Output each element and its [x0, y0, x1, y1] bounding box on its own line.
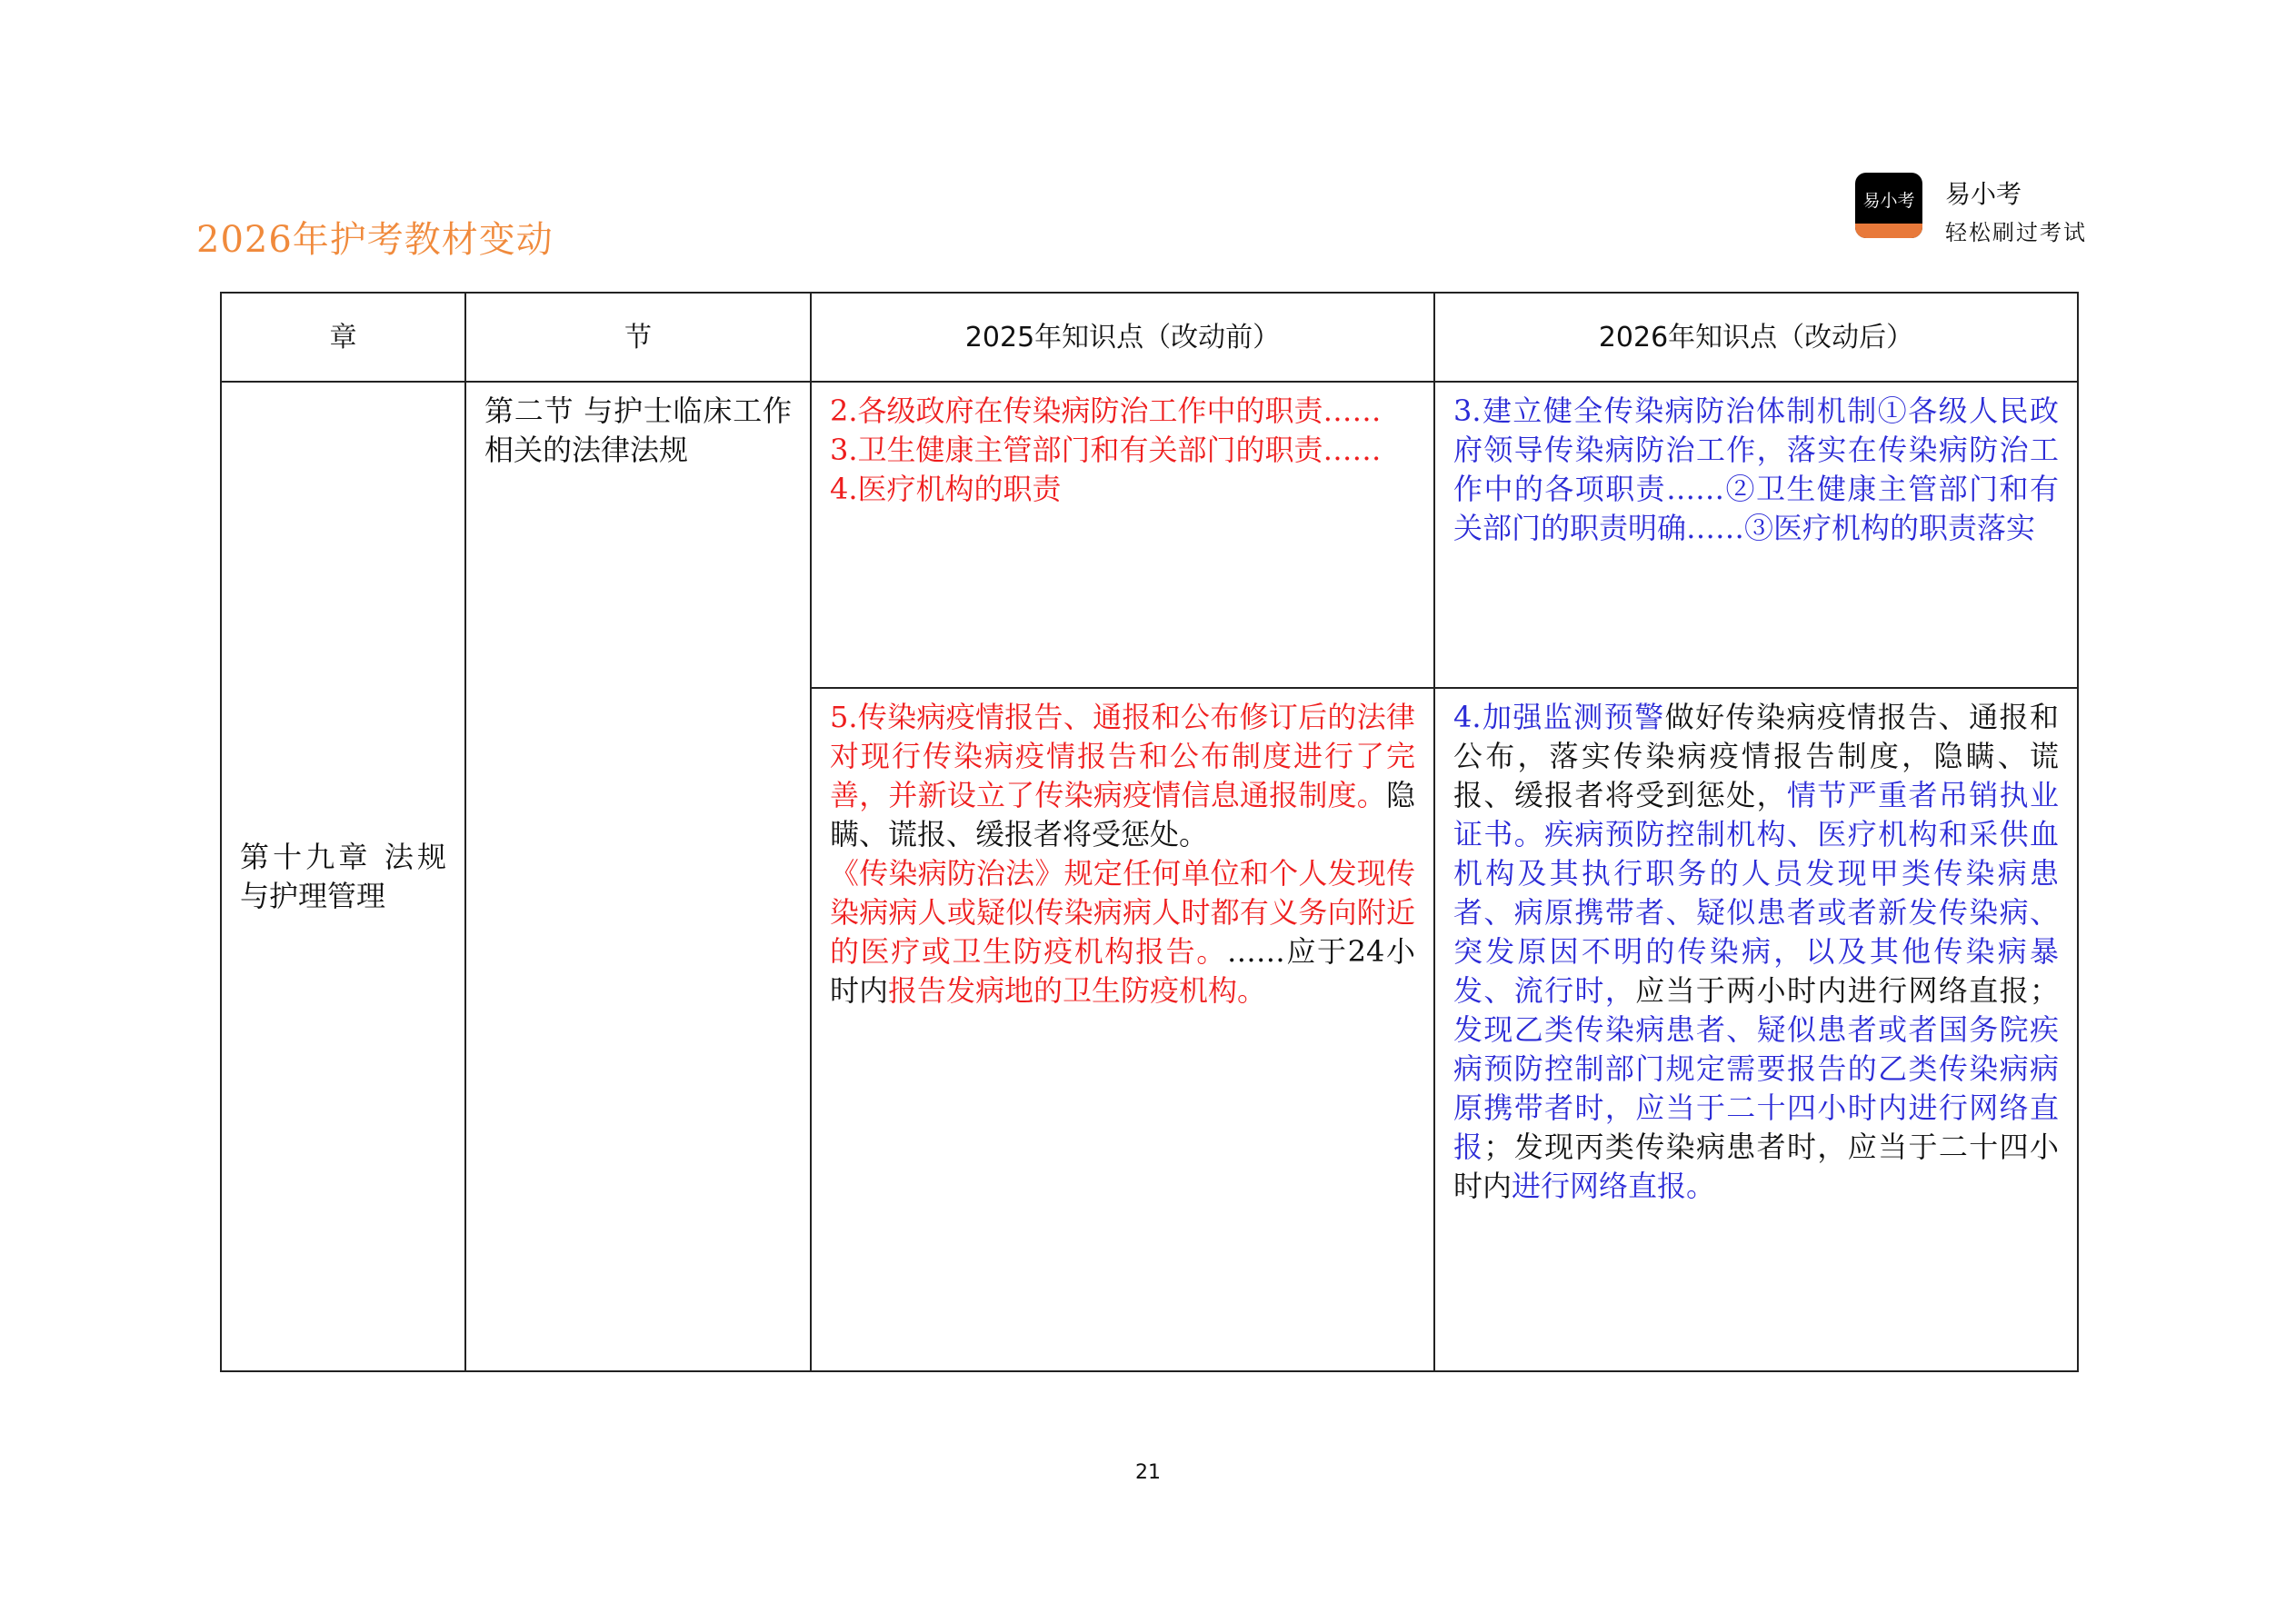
before-text-segment: 2.各级政府在传染病防治工作中的职责…… [830, 393, 1382, 428]
brand-logo-icon [1855, 173, 1922, 238]
before-text-segment: 报告发病地的卫生防疫机构。 [888, 973, 1267, 1008]
logo-band [1855, 224, 1922, 238]
after-text-segment: 做好传染病疫情报告、通报和公布，落实传染病疫情报告制度，隐瞒、谎报、缓报者将受到惩处， [1453, 700, 2059, 812]
before-text-segment: 4.医疗机构的职责 [830, 472, 1062, 506]
after-text-segment: 进行网络直报。 [1512, 1169, 1716, 1203]
after-cell [1434, 382, 2078, 688]
before-text-segment: 《传染病防治法》规定任何单位和个人发现传染病病人或疑似传染病病人时都有义务向附近的医疗或卫生防疫机构报告。 [830, 856, 1415, 969]
brand-name: 易小考 [1945, 179, 2022, 209]
header-before: 2025年知识点（改动前） [811, 293, 1434, 382]
after-text-segment: 发现乙类传染病患者、疑似患者或者国务院疾病预防控制部门规定需要报告的乙类传染病病原携带者时，应当于二十四小时内进行网络直报 [1453, 1012, 2059, 1164]
before-text-segment: 3.卫生健康主管部门和有关部门的职责…… [830, 433, 1382, 467]
after-text-segment: 情节严重者吊销执业证书。疾病预防控制机构、医疗机构和采供血机构及其执行职务的人员发现甲类传染病患者、病原携带者、疑似患者或者新发传染病、突发原因不明的传染病，以及其他传染病暴发、流行时， [1453, 778, 2059, 1008]
after-text-segment: 3.建立健全传染病防治体制机制①各级人民政府领导传染病防治工作，落实在传染病防治工作中的各项职责……②卫生健康主管部门和有关部门的职责明确……③医疗机构的职责落实 [1453, 393, 2059, 545]
table-header-row [221, 293, 2078, 382]
brand-block [1945, 174, 2087, 246]
after-text-segment: 4.加强监测预警 [1453, 700, 1665, 734]
header-section: 节 [465, 293, 811, 382]
page-title: 2026年护考教材变动 [196, 219, 554, 261]
chapter-cell: 第十九章 法规与护理管理 [221, 382, 465, 1371]
before-text-segment: 5.传染病疫情报告、通报和公布修订后的法律对现行传染病疫情报告和公布制度进行了完善，并新设立了传染病疫情信息通报制度。 [830, 700, 1415, 812]
page-number: 21 [1135, 1461, 1161, 1484]
logo-icon-text: 易小考 [1862, 191, 1915, 211]
before-text-segment: ……应于24小时内 [830, 934, 1415, 1008]
after-text-segment: 应当于两小时内进行网络直报； [1635, 973, 2059, 1008]
before-cell [811, 382, 1434, 688]
changes-table [220, 292, 2079, 1372]
after-text-segment: ；发现丙类传染病患者时，应当于二十四小时内 [1453, 1130, 2059, 1203]
after-cell [1434, 688, 2078, 1371]
header-chapter: 章 [221, 293, 465, 382]
section-cell: 第二节 与护士临床工作相关的法律法规 [465, 382, 811, 1371]
table-row [221, 382, 2078, 688]
before-cell [811, 688, 1434, 1371]
brand-slogan: 轻松刷过考试 [1945, 220, 2087, 245]
before-text-segment: 隐瞒、谎报、缓报者将受惩处。 [830, 778, 1415, 851]
header-after: 2026年知识点（改动后） [1434, 293, 2078, 382]
